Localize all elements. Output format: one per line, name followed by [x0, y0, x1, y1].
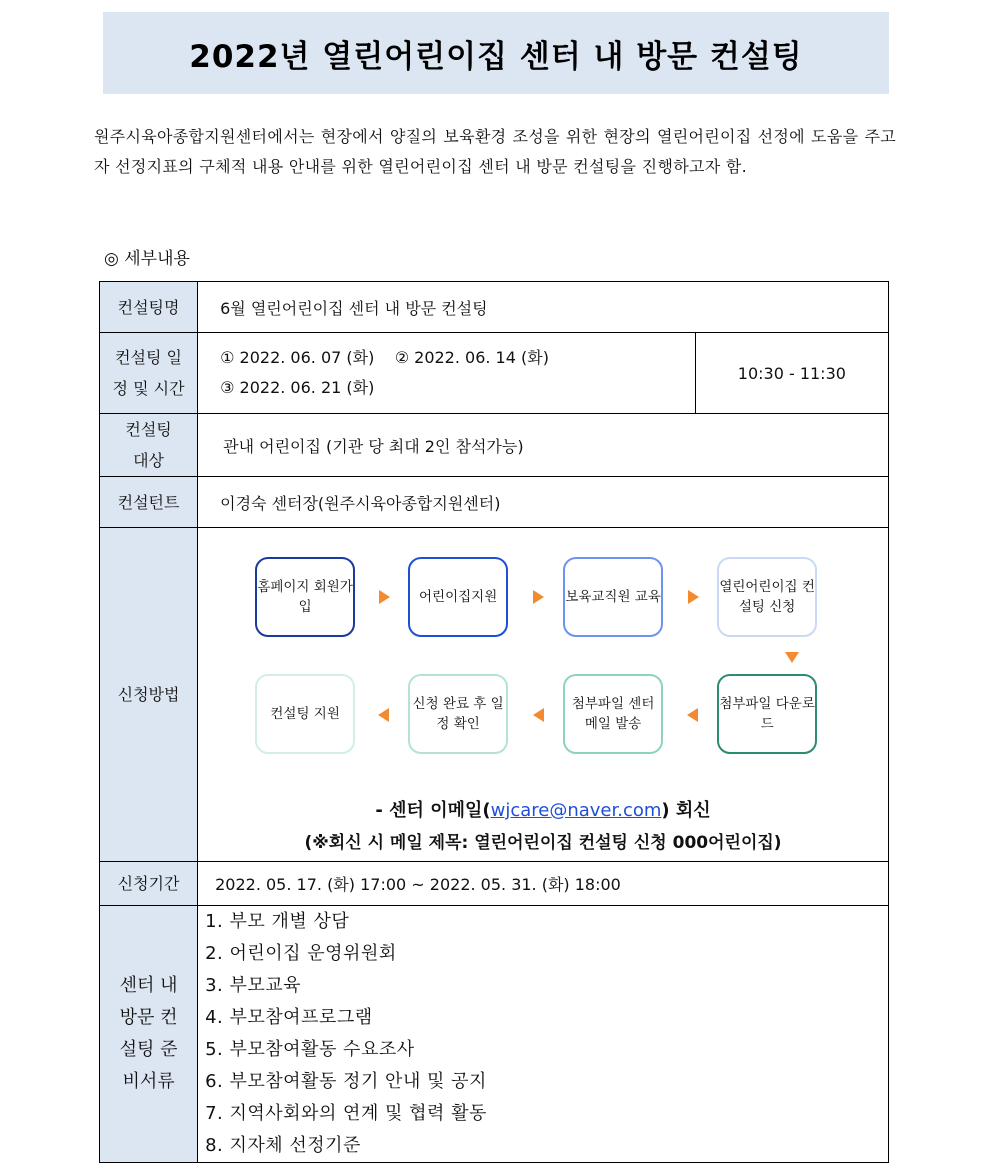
label-period: 신청기간	[100, 862, 198, 906]
list-item: 4. 부모참여프로그램	[205, 1007, 373, 1028]
mail-subject-note: (※회신 시 메일 제목: 열린어린이집 컨설팅 신청 000어린이집)	[304, 833, 782, 853]
flow-arrow-right-icon	[688, 590, 699, 604]
value-period: 2022. 05. 17. (화) 17:00 ~ 2022. 05. 31. (화) 18:00	[198, 862, 889, 906]
list-item: 5. 부모참여활동 수요조사	[205, 1039, 415, 1060]
schedule-date-1: ① 2022. 06. 07 (화)	[220, 348, 375, 367]
value-schedule-time: 10:30 - 11:30	[695, 333, 888, 414]
flow-step-6: 첨부파일 센터 메일 발송	[563, 674, 663, 754]
flow-arrow-right-icon	[533, 590, 544, 604]
value-method	[198, 528, 889, 862]
details-table	[99, 281, 889, 1163]
flow-step-8: 컨설팅 지원	[255, 674, 355, 754]
flow-step-1: 홈페이지 회원가입	[255, 557, 355, 637]
schedule-date-2: ② 2022. 06. 14 (화)	[394, 348, 549, 367]
list-item: 1. 부모 개별 상담	[205, 911, 350, 932]
flow-step-4: 열린어린이집 컨설팅 신청	[717, 557, 817, 637]
row-period	[100, 862, 889, 906]
flow-arrow-left-icon	[687, 708, 698, 722]
row-documents	[100, 906, 889, 1163]
document-list	[198, 906, 888, 1162]
row-consulting-name	[100, 282, 889, 333]
list-item: 6. 부모참여활동 정기 안내 및 공지	[205, 1071, 487, 1092]
flow-arrow-left-icon	[378, 708, 389, 722]
flow-arrow-left-icon	[533, 708, 544, 722]
section-label: ◎ 세부내용	[104, 249, 190, 269]
list-item: 8. 지자체 선정기준	[205, 1135, 361, 1156]
flow-arrow-right-icon	[379, 590, 390, 604]
flow-step-5: 첨부파일 다운로드	[717, 674, 817, 754]
value-consultant: 이경숙 센터장(원주시육아종합지원센터)	[198, 477, 889, 528]
schedule-date-3: ③ 2022. 06. 21 (화)	[220, 378, 375, 397]
label-target: 컨설팅 대상	[100, 414, 198, 477]
value-documents	[198, 906, 889, 1163]
title-banner	[103, 12, 889, 94]
application-flowchart	[198, 528, 888, 861]
flow-step-7: 신청 완료 후 일정 확인	[408, 674, 508, 754]
email-reply-note: - 센터 이메일(wjcare@naver.com) 회신	[375, 800, 711, 821]
list-item: 3. 부모교육	[205, 975, 302, 996]
value-consulting-name: 6월 열린어린이집 센터 내 방문 컨설팅	[198, 282, 889, 333]
label-documents: 센터 내 방문 컨설팅 준비서류	[100, 906, 198, 1163]
row-consultant	[100, 477, 889, 528]
email-link[interactable]: wjcare@naver.com	[490, 800, 662, 821]
label-schedule: 컨설팅 일정 및 시간	[100, 333, 198, 414]
list-item: 7. 지역사회와의 연계 및 협력 활동	[205, 1103, 487, 1124]
label-consultant: 컨설턴트	[100, 477, 198, 528]
flow-arrow-down-icon	[785, 652, 799, 663]
row-target	[100, 414, 889, 477]
list-item: 2. 어린이집 운영위원회	[205, 943, 397, 964]
label-consulting-name: 컨설팅명	[100, 282, 198, 333]
flow-step-3: 보육교직원 교육	[563, 557, 663, 637]
flow-step-2: 어린이집지원	[408, 557, 508, 637]
page-title: 2022년 열린어린이집 센터 내 방문 컨설팅	[189, 38, 803, 75]
row-schedule	[100, 333, 889, 414]
row-method	[100, 528, 889, 862]
intro-paragraph: 원주시육아종합지원센터에서는 현장에서 양질의 보육환경 조성을 위한 현장의 열린어린이집 선정에 도움을 주고자 선정지표의 구체적 내용 안내를 위한 열린어린이집 센터 내 방문 컨설팅을 진행하고자 함.	[94, 127, 896, 176]
value-schedule-dates	[198, 333, 696, 414]
value-target: 관내 어린이집 (기관 당 최대 2인 참석가능)	[198, 414, 889, 477]
label-method: 신청방법	[100, 528, 198, 862]
